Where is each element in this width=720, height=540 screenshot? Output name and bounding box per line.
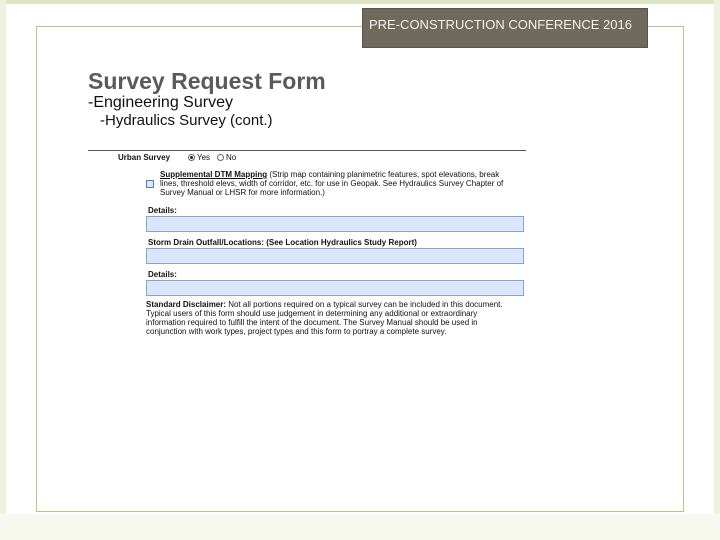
subtitle-engineering: -Engineering Survey <box>88 94 233 111</box>
disclaimer-line-3: information required to fulfill the intent of the document. The Survey Manual should be used in <box>146 318 478 327</box>
storm-drain-label: Storm Drain Outfall/Locations: (See Location Hydraulics Study Report) <box>148 238 417 247</box>
details-field-1[interactable] <box>146 216 524 232</box>
slide-top-edge <box>0 0 720 4</box>
survey-form-image <box>88 150 528 350</box>
details-label-2: Details: <box>148 270 177 279</box>
dtm-line-1-text: (Strip map containing planimetric features, spot elevations, break <box>267 170 500 179</box>
dtm-line-2: lines, threshold elevs, width of corridor, etc. for use in Geopak. See Hydraulics Survey Chapter of <box>160 179 504 188</box>
dtm-heading: Supplemental DTM Mapping <box>160 170 268 179</box>
subtitle-hydraulics: -Hydraulics Survey (cont.) <box>100 112 273 129</box>
conference-label: PRE-CONSTRUCTION CONFERENCE 2016 <box>362 8 648 48</box>
slide-left-edge <box>0 0 6 540</box>
details-field-2[interactable] <box>146 280 524 296</box>
disclaimer-line-1-text: Not all portions required on a typical survey can be included in this document. <box>226 300 503 309</box>
disclaimer-line-4: conjunction with work types, project types and this form to portray a complete survey. <box>146 327 447 336</box>
urban-survey-no-radio[interactable] <box>217 154 224 161</box>
disclaimer-line-1 <box>146 300 503 309</box>
yes-label: Yes <box>197 153 211 162</box>
urban-survey-yes-radio[interactable] <box>188 154 195 161</box>
page-title: Survey Request Form <box>88 68 326 94</box>
storm-drain-field[interactable] <box>146 248 524 264</box>
slide-bottom-edge <box>0 514 720 540</box>
disclaimer-heading: Standard Disclaimer: <box>146 300 227 309</box>
disclaimer-line-2: Typical users of this form should use judgement in determining any additional or extraordinary <box>146 309 478 318</box>
slide-right-edge <box>714 0 720 540</box>
no-label: No <box>226 153 237 162</box>
details-label-1: Details: <box>148 206 177 215</box>
urban-survey-label: Urban Survey <box>118 153 171 162</box>
dtm-line-1 <box>160 170 499 179</box>
dtm-mapping-checkbox[interactable] <box>146 180 154 188</box>
dtm-line-3: Survey Manual or LHSR for more information.) <box>160 188 325 197</box>
